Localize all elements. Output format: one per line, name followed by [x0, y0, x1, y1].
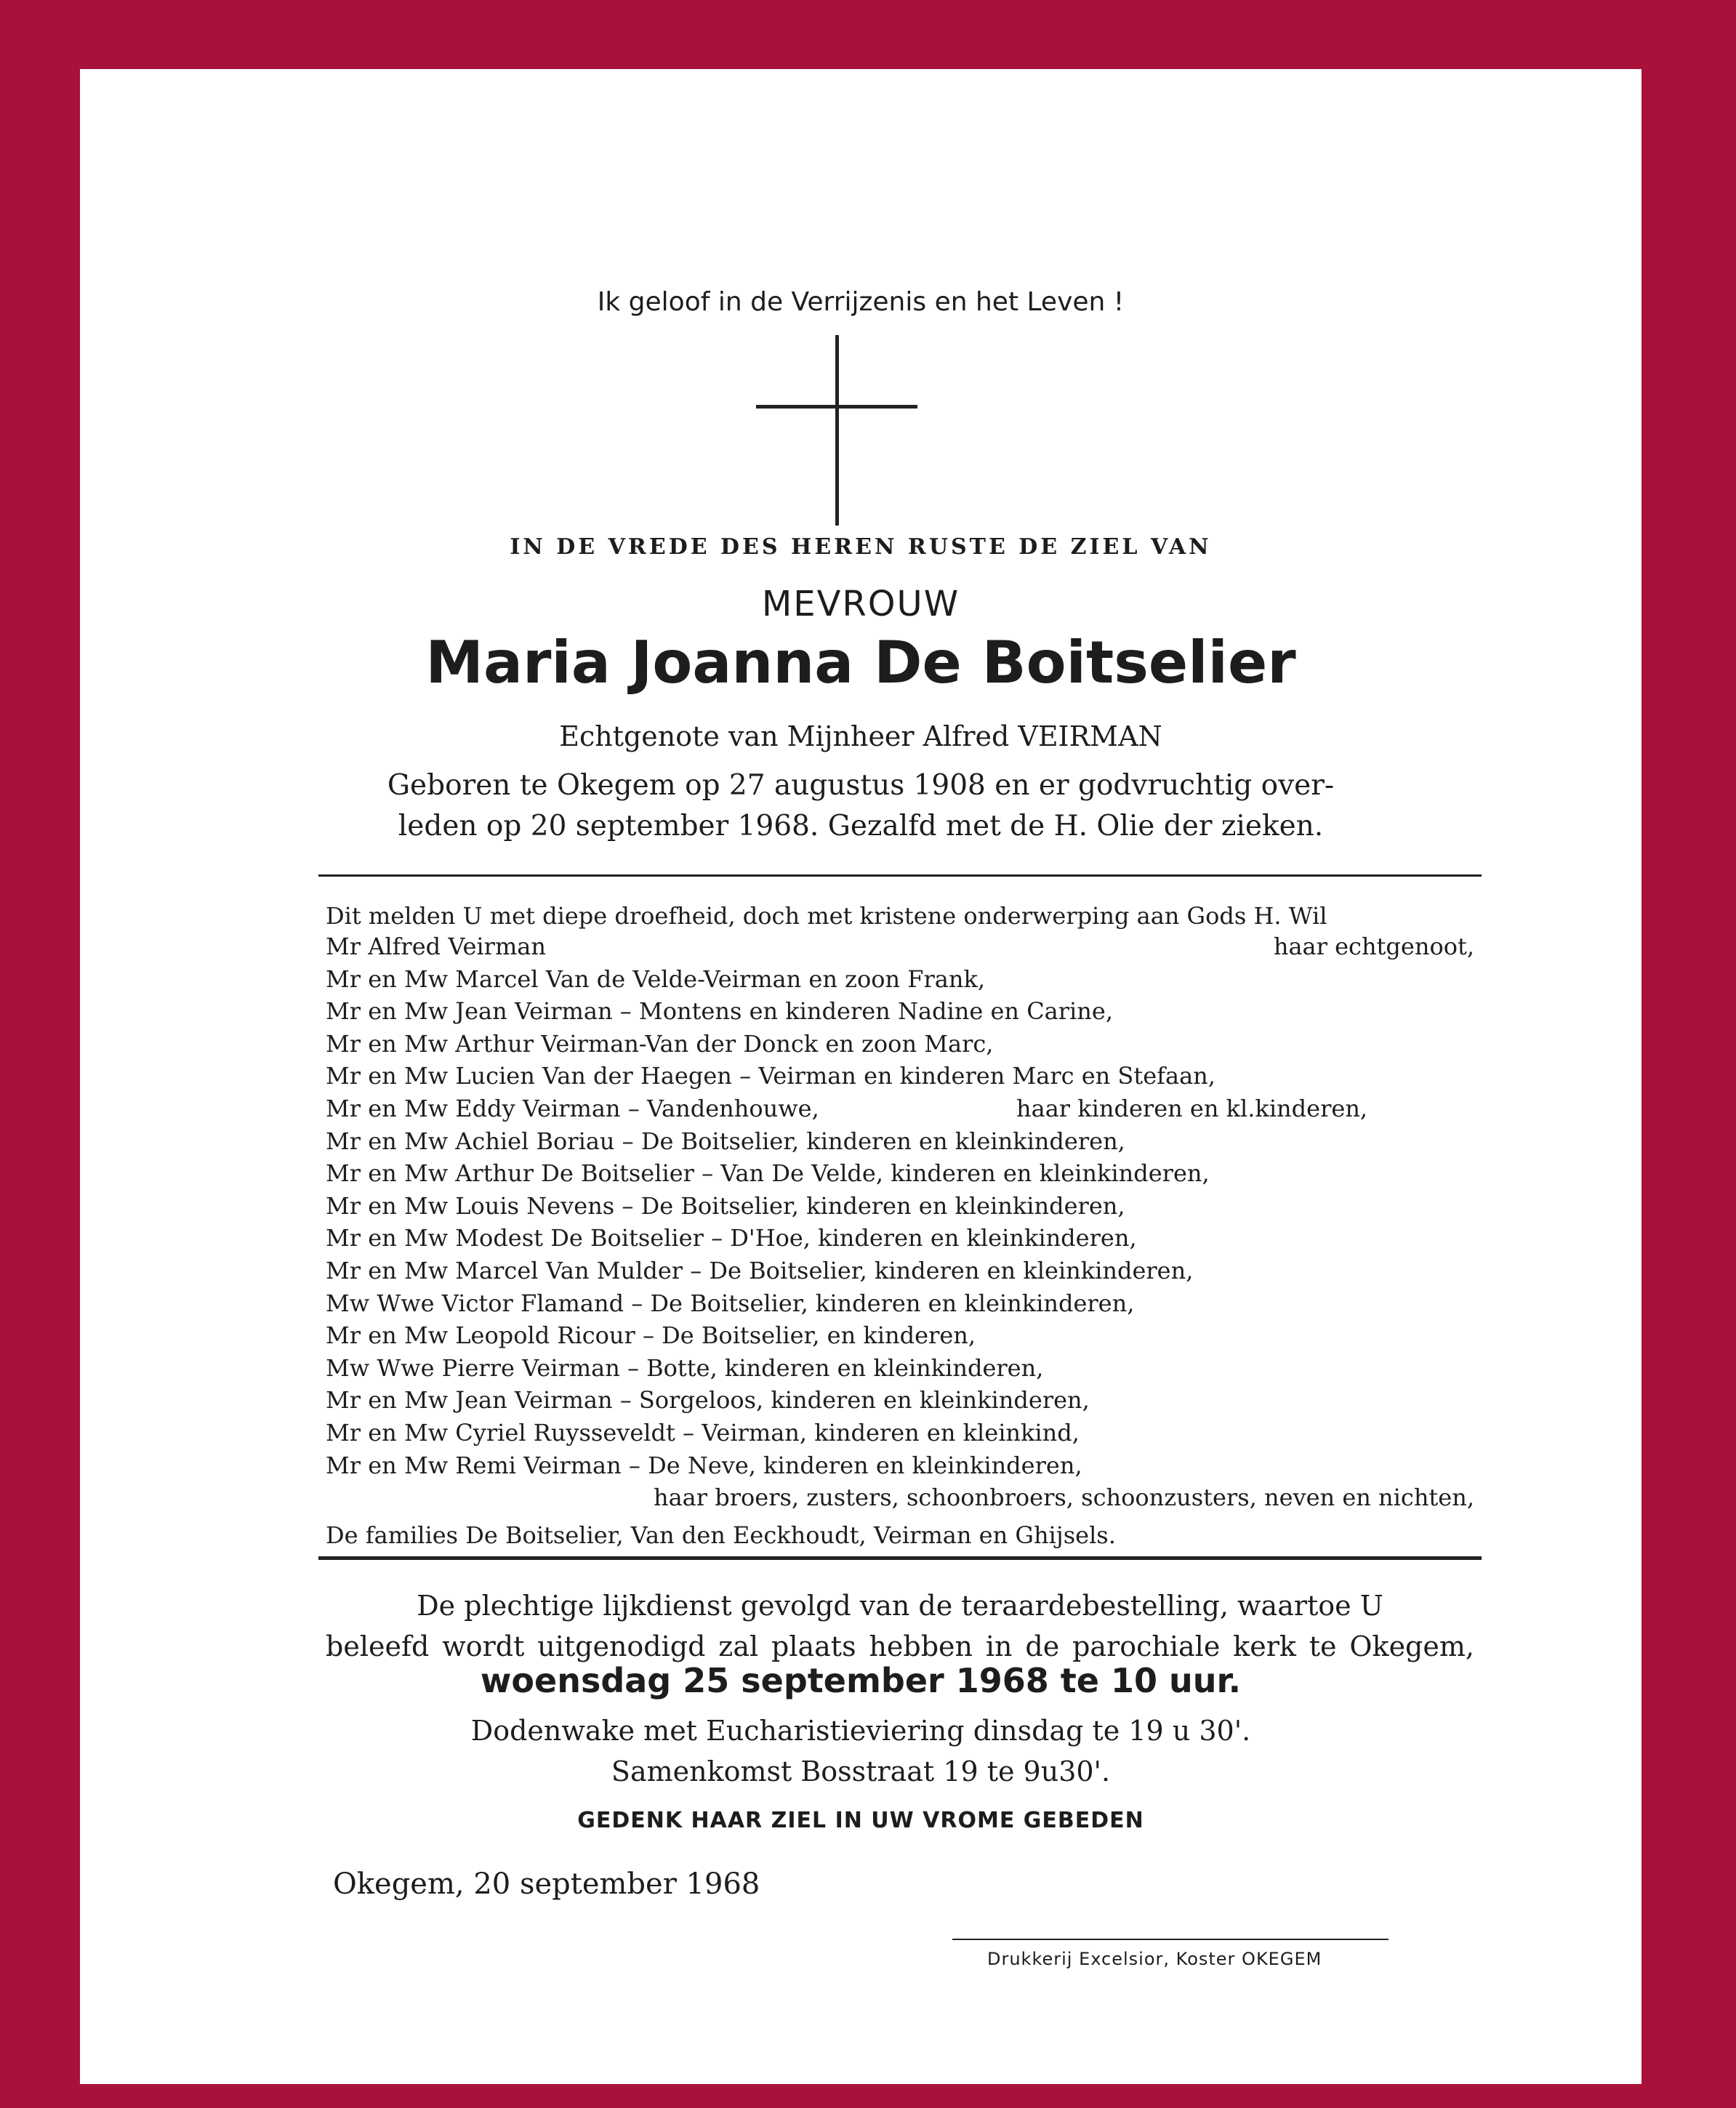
birth-death-line-1: Geboren te Okegem op 27 augustus 1908 en er godvruchtig over-: [387, 769, 1335, 802]
memorial-card: [80, 69, 1641, 2084]
service-line-2: beleefd wordt uitgenodigd zal plaats hebben in de parochiale kerk te Okegem,: [326, 1630, 1474, 1662]
mourner-name: Mr en Mw Cyriel Ruysseveldt – Veirman, kinderen en kleinkind,: [326, 1418, 1080, 1447]
mourner-row: [326, 1127, 1474, 1160]
mourner-row: [326, 933, 1474, 965]
honorific: MEVROUW: [761, 584, 960, 624]
mourner-suffix: haar kinderen en kl.kinderen,: [1016, 1094, 1368, 1122]
mourners-list: [326, 933, 1474, 1516]
families-line: De families De Boitselier, Van den Eeckhoudt, Veirman en Ghijsels.: [326, 1521, 1116, 1549]
deceased-name: Maria Joanna De Boitselier: [425, 629, 1296, 696]
mourner-row: [326, 965, 1474, 998]
mourner-row: [326, 1095, 1474, 1127]
relatives-row: [326, 1484, 1474, 1516]
mourner-name: Mw Wwe Victor Flamand – De Boitselier, kinderen en kleinkinderen,: [326, 1289, 1135, 1317]
mourner-row: [326, 1224, 1474, 1257]
mourner-row: [326, 1030, 1474, 1063]
bottom-divider: [318, 1556, 1482, 1560]
announcement-line: Dit melden U met diepe droefheid, doch met kristene onderwerping aan Gods H. Wil: [326, 902, 1327, 930]
top-divider: [318, 874, 1482, 877]
printer-rule: [952, 1939, 1389, 1940]
mourner-name: Mr en Mw Arthur De Boitselier – Van De Velde, kinderen en kleinkinderen,: [326, 1159, 1210, 1188]
service-text: [326, 1585, 1474, 1667]
mourner-name: Mr en Mw Eddy Veirman – Vandenhouwe,: [326, 1094, 819, 1122]
mourner-row: [326, 1290, 1474, 1322]
mourner-row: [326, 1062, 1474, 1095]
mourner-name: Mr en Mw Modest De Boitselier – D'Hoe, kinderen en kleinkinderen,: [326, 1224, 1137, 1252]
mourner-name: Mr en Mw Marcel Van Mulder – De Boitselier, kinderen en kleinkinderen,: [326, 1256, 1194, 1284]
printer-credit: Drukkerij Excelsior, Koster OKEGEM: [987, 1949, 1322, 1969]
mourner-row: [326, 997, 1474, 1030]
mourner-row: [326, 1192, 1474, 1225]
mourner-suffix: haar echtgenoot,: [1273, 933, 1474, 960]
mourner-row: [326, 1321, 1474, 1354]
mourner-name: Mr en Mw Marcel Van de Velde-Veirman en zoon Frank,: [326, 965, 986, 993]
wake-line: Dodenwake met Eucharistieviering dinsdag te 19 u 30'.: [470, 1715, 1251, 1747]
mourner-name: Mr en Mw Jean Veirman – Sorgeloos, kinderen en kleinkinderen,: [326, 1386, 1090, 1415]
birth-death-text: [80, 765, 1641, 847]
mourner-row: [326, 1452, 1474, 1484]
mourner-row: [326, 1386, 1474, 1419]
mourner-name: Mr en Mw Jean Veirman – Montens en kinderen Nadine en Carine,: [326, 997, 1113, 1026]
birth-death-line-2: leden op 20 september 1968. Gezalfd met de H. Olie der zieken.: [398, 810, 1324, 842]
latin-cross-icon: [80, 69, 1641, 534]
service-line-1: De plechtige lijkdienst gevolgd van de teraardebestelling, waartoe U: [417, 1590, 1383, 1622]
mourner-name: Mr en Mw Lucien Van der Haegen – Veirman en kinderen Marc en Stefaan,: [326, 1062, 1215, 1090]
mourner-name: Mw Wwe Pierre Veirman – Botte, kinderen en kleinkinderen,: [326, 1353, 1044, 1382]
mourner-name: Mr en Mw Remi Veirman – De Neve, kinderen en kleinkinderen,: [326, 1451, 1082, 1479]
mourner-row: [326, 1354, 1474, 1387]
meeting-line: Samenkomst Bosstraat 19 te 9u30'.: [611, 1755, 1111, 1787]
mourner-name: Mr en Mw Achiel Boriau – De Boitselier, kinderen en kleinkinderen,: [326, 1127, 1125, 1155]
mourner-name: Mr Alfred Veirman: [326, 933, 546, 960]
mourner-row: [326, 1257, 1474, 1290]
mourner-name: Mr en Mw Leopold Ricour – De Boitselier, en kinderen,: [326, 1321, 976, 1350]
place-date: Okegem, 20 september 1968: [333, 1867, 760, 1901]
mourner-row: [326, 1159, 1474, 1192]
intro-line: IN DE VREDE DES HEREN RUSTE DE ZIEL VAN: [510, 534, 1212, 560]
spouse-line: Echtgenote van Mijnheer Alfred VEIRMAN: [559, 720, 1162, 752]
service-date: woensdag 25 september 1968 te 10 uur.: [480, 1661, 1242, 1700]
relatives-line: haar broers, zusters, schoonbroers, schoonzusters, neven en nichten,: [653, 1484, 1474, 1512]
mourner-name: Mr en Mw Louis Nevens – De Boitselier, kinderen en kleinkinderen,: [326, 1191, 1125, 1220]
mourner-row: [326, 1419, 1474, 1452]
mourner-name: Mr en Mw Arthur Veirman-Van der Donck en zoon Marc,: [326, 1029, 994, 1058]
motto: Ik geloof in de Verrijzenis en het Leven !: [597, 287, 1125, 317]
prayer-line: GEDENK HAAR ZIEL IN UW VROME GEBEDEN: [577, 1808, 1144, 1833]
